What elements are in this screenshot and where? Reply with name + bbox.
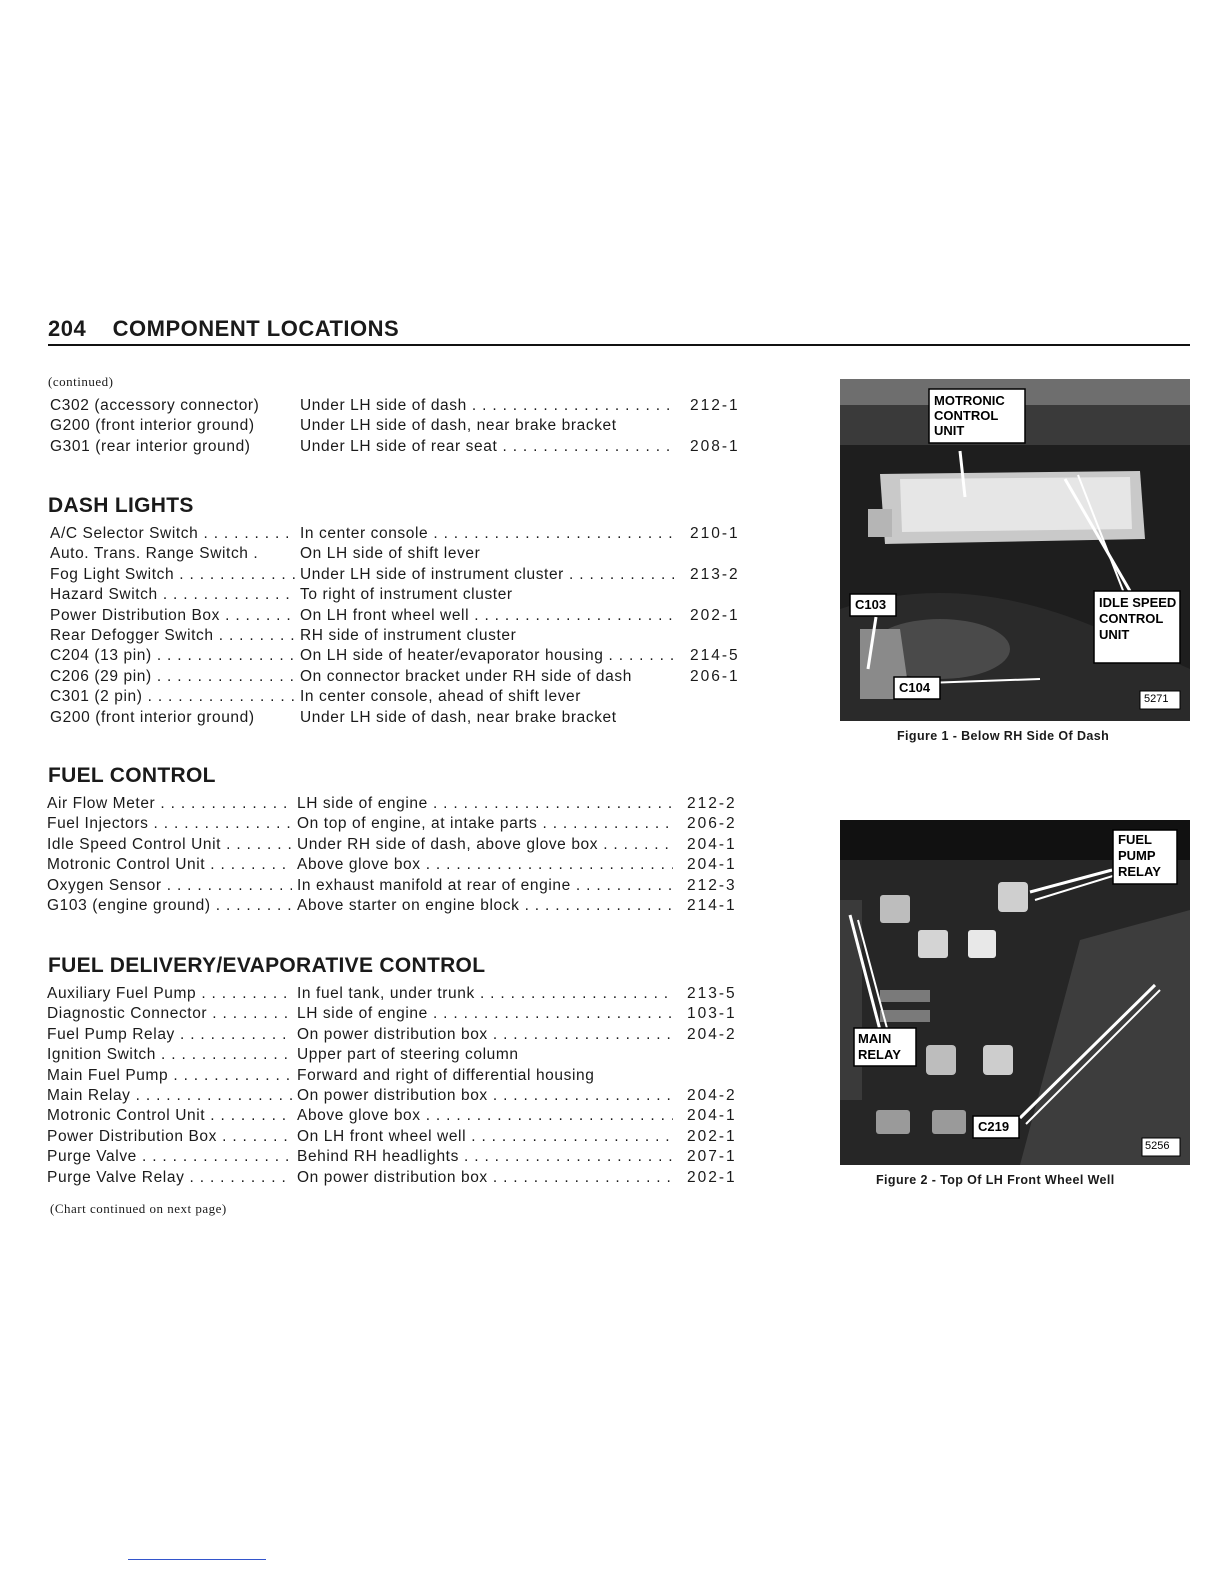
table-row bbox=[47, 1046, 747, 1066]
figure-ref: 204-1 bbox=[687, 1107, 737, 1125]
component-location: On LH side of heater/evaporator housing . . . bbox=[300, 647, 676, 665]
component-name: Oxygen Sensor . . . bbox=[47, 877, 292, 895]
figure-ref: 206-2 bbox=[687, 815, 737, 833]
component-name: G200 (front interior ground) bbox=[50, 708, 255, 726]
dash-lights-rows bbox=[50, 525, 750, 729]
component-name: Fuel Pump Relay . . . bbox=[47, 1026, 292, 1044]
component-location: On top of engine, at intake parts . . . bbox=[297, 815, 673, 833]
component-location: Above glove box . . . bbox=[297, 856, 673, 874]
figure-ref: 204-1 bbox=[687, 856, 737, 874]
table-row bbox=[50, 525, 750, 545]
component-name: C204 (13 pin) . . . bbox=[50, 647, 295, 665]
component-location: In fuel tank, under trunk . . . bbox=[297, 985, 673, 1003]
component-location: On power distribution box . . . bbox=[297, 1026, 673, 1044]
component-location: Behind RH headlights . . . bbox=[297, 1148, 673, 1166]
bottom-link-line[interactable] bbox=[128, 1559, 266, 1560]
figure-ref: 212-1 bbox=[690, 397, 740, 414]
label-idle-speed-control-unit: IDLE SPEED CONTROL UNIT bbox=[1099, 595, 1177, 642]
page-header bbox=[48, 316, 1190, 342]
label-fuel-pump-relay: FUEL PUMP RELAY bbox=[1118, 832, 1161, 879]
figure-ref: 208-1 bbox=[690, 437, 740, 455]
figure-ref: 212-2 bbox=[687, 795, 737, 812]
component-location: In center console . . . bbox=[300, 525, 676, 543]
table-row bbox=[47, 1026, 747, 1046]
page-title: COMPONENT LOCATIONS bbox=[112, 316, 400, 341]
component-name: G200 (front interior ground) bbox=[50, 417, 255, 435]
table-row bbox=[47, 985, 747, 1005]
component-name: Power Distribution Box . . . bbox=[50, 607, 295, 625]
component-location: Under LH side of dash, near brake bracket bbox=[300, 417, 617, 435]
figure-ref: 212-3 bbox=[687, 876, 737, 894]
component-location: Upper part of steering column bbox=[297, 1046, 519, 1064]
component-location: RH side of instrument cluster bbox=[300, 626, 517, 644]
component-name: Idle Speed Control Unit . . . bbox=[47, 836, 292, 854]
table-row bbox=[50, 709, 750, 729]
figure-ref: 214-1 bbox=[687, 896, 737, 914]
figure-ref: 202-1 bbox=[687, 1168, 737, 1186]
component-location: On power distribution box . . . bbox=[297, 1087, 673, 1105]
component-location: Under LH side of dash, near brake bracket bbox=[300, 708, 617, 726]
label-c219: C219 bbox=[978, 1119, 1010, 1134]
table-row bbox=[47, 1107, 747, 1127]
figure-ref: 103-1 bbox=[687, 1005, 737, 1023]
component-location: Forward and right of differential housing bbox=[297, 1066, 595, 1084]
table-row bbox=[47, 1087, 747, 1107]
table-row bbox=[47, 1067, 747, 1087]
component-name: Air Flow Meter . . . bbox=[47, 795, 292, 813]
component-location: Under LH side of dash . . . bbox=[300, 397, 676, 415]
table-row bbox=[47, 897, 747, 917]
component-name: Auxiliary Fuel Pump . . . bbox=[47, 985, 292, 1003]
component-name: Main Fuel Pump . . . bbox=[47, 1067, 292, 1085]
footer-note: (Chart continued on next page) bbox=[50, 1201, 227, 1216]
component-name: Purge Valve . . . bbox=[47, 1148, 292, 1166]
component-name: A/C Selector Switch . . . bbox=[50, 525, 295, 543]
table-row bbox=[50, 586, 750, 606]
table-row bbox=[47, 856, 747, 876]
component-location: On LH front wheel well . . . bbox=[297, 1128, 673, 1146]
table-row bbox=[50, 438, 750, 458]
table-row bbox=[50, 607, 750, 627]
figure-ref: 214-5 bbox=[690, 647, 740, 665]
table-row bbox=[47, 1128, 747, 1148]
continued-note: (continued) bbox=[48, 374, 114, 389]
component-name: Diagnostic Connector . . . bbox=[47, 1005, 292, 1023]
figure-1-photo bbox=[840, 379, 1190, 721]
fuel-control-rows bbox=[47, 795, 747, 917]
component-location: LH side of engine . . . bbox=[297, 1005, 673, 1023]
component-location: Under LH side of rear seat . . . bbox=[300, 438, 676, 456]
header-rule bbox=[48, 344, 1190, 346]
figure-ref: 213-5 bbox=[687, 985, 737, 1002]
component-location: Above glove box . . . bbox=[297, 1107, 673, 1125]
table-row bbox=[50, 627, 750, 647]
component-name: C302 (accessory connector) bbox=[50, 397, 260, 414]
figure-2-photo bbox=[840, 820, 1190, 1165]
component-name: Auto. Trans. Range Switch . bbox=[50, 545, 259, 563]
image-number: 5271 bbox=[1144, 693, 1169, 705]
component-name: G103 (engine ground) . . . bbox=[47, 897, 292, 915]
component-location: To right of instrument cluster bbox=[300, 586, 513, 604]
component-name: Power Distribution Box . . . bbox=[47, 1128, 292, 1146]
component-name: Purge Valve Relay . . . bbox=[47, 1169, 292, 1187]
table-row bbox=[47, 815, 747, 835]
figure-ref: 206-1 bbox=[690, 667, 740, 685]
component-location: On LH front wheel well . . . bbox=[300, 607, 676, 625]
component-name: Main Relay . . . bbox=[47, 1087, 292, 1105]
figure-ref: 204-1 bbox=[687, 835, 737, 853]
component-name: Ignition Switch . . . bbox=[47, 1046, 292, 1064]
component-name: G301 (rear interior ground) bbox=[50, 437, 251, 455]
section-title-fuel-control: FUEL CONTROL bbox=[48, 764, 216, 787]
figure-ref: 204-2 bbox=[687, 1086, 737, 1104]
table-row bbox=[50, 688, 750, 708]
table-row bbox=[50, 647, 750, 667]
table-row bbox=[47, 1005, 747, 1025]
component-location: On LH side of shift lever bbox=[300, 545, 481, 563]
fuel-delivery-rows bbox=[47, 985, 747, 1189]
label-main-relay: MAIN RELAY bbox=[858, 1031, 901, 1062]
figure-2-caption: Figure 2 - Top Of LH Front Wheel Well bbox=[876, 1173, 1115, 1187]
component-name: Rear Defogger Switch . . . bbox=[50, 627, 295, 645]
component-location: Above starter on engine block . . . bbox=[297, 897, 673, 915]
component-location: On connector bracket under RH side of dash bbox=[300, 667, 632, 685]
component-name: Motronic Control Unit . . . bbox=[47, 856, 292, 874]
figure-ref: 202-1 bbox=[690, 606, 740, 624]
component-name: C206 (29 pin) . . . bbox=[50, 668, 295, 686]
table-row bbox=[50, 566, 750, 586]
section-title-dash-lights: DASH LIGHTS bbox=[48, 494, 194, 517]
component-location: Under RH side of dash, above glove box . . . bbox=[297, 836, 673, 854]
table-row bbox=[50, 417, 750, 437]
component-name: Hazard Switch . . . bbox=[50, 586, 295, 604]
label-motronic-control-unit: MOTRONIC CONTROL UNIT bbox=[934, 393, 1005, 438]
component-location: LH side of engine . . . bbox=[297, 795, 673, 813]
figure-ref: 207-1 bbox=[687, 1148, 737, 1166]
component-location: In center console, ahead of shift lever bbox=[300, 688, 582, 706]
image-number: 5256 bbox=[1145, 1140, 1170, 1152]
figure-1-caption: Figure 1 - Below RH Side Of Dash bbox=[897, 729, 1110, 743]
component-location: On power distribution box . . . bbox=[297, 1169, 673, 1187]
table-row bbox=[47, 1169, 747, 1189]
table-row bbox=[50, 668, 750, 688]
figure-ref: 213-2 bbox=[690, 565, 740, 583]
table-row bbox=[47, 1148, 747, 1168]
figure-ref: 210-1 bbox=[690, 525, 740, 542]
table-row bbox=[47, 795, 747, 815]
component-name: C301 (2 pin) . . . bbox=[50, 688, 295, 706]
page-number: 204 bbox=[48, 316, 87, 341]
component-location: In exhaust manifold at rear of engine . . . bbox=[297, 877, 673, 895]
label-c103: C103 bbox=[855, 597, 887, 612]
component-name: Fog Light Switch . . . bbox=[50, 566, 295, 584]
figure-ref: 202-1 bbox=[687, 1127, 737, 1145]
figure-ref: 204-2 bbox=[687, 1025, 737, 1043]
component-location: Under LH side of instrument cluster . . . bbox=[300, 566, 676, 584]
table-row bbox=[47, 836, 747, 856]
intro-rows bbox=[50, 397, 750, 458]
label-c104: C104 bbox=[899, 680, 931, 695]
component-name: Fuel Injectors . . . bbox=[47, 815, 292, 833]
table-row bbox=[50, 397, 750, 417]
table-row bbox=[50, 545, 750, 565]
component-name: Motronic Control Unit . . . bbox=[47, 1107, 292, 1125]
table-row bbox=[47, 877, 747, 897]
section-title-fuel-delivery: FUEL DELIVERY/EVAPORATIVE CONTROL bbox=[48, 954, 486, 977]
